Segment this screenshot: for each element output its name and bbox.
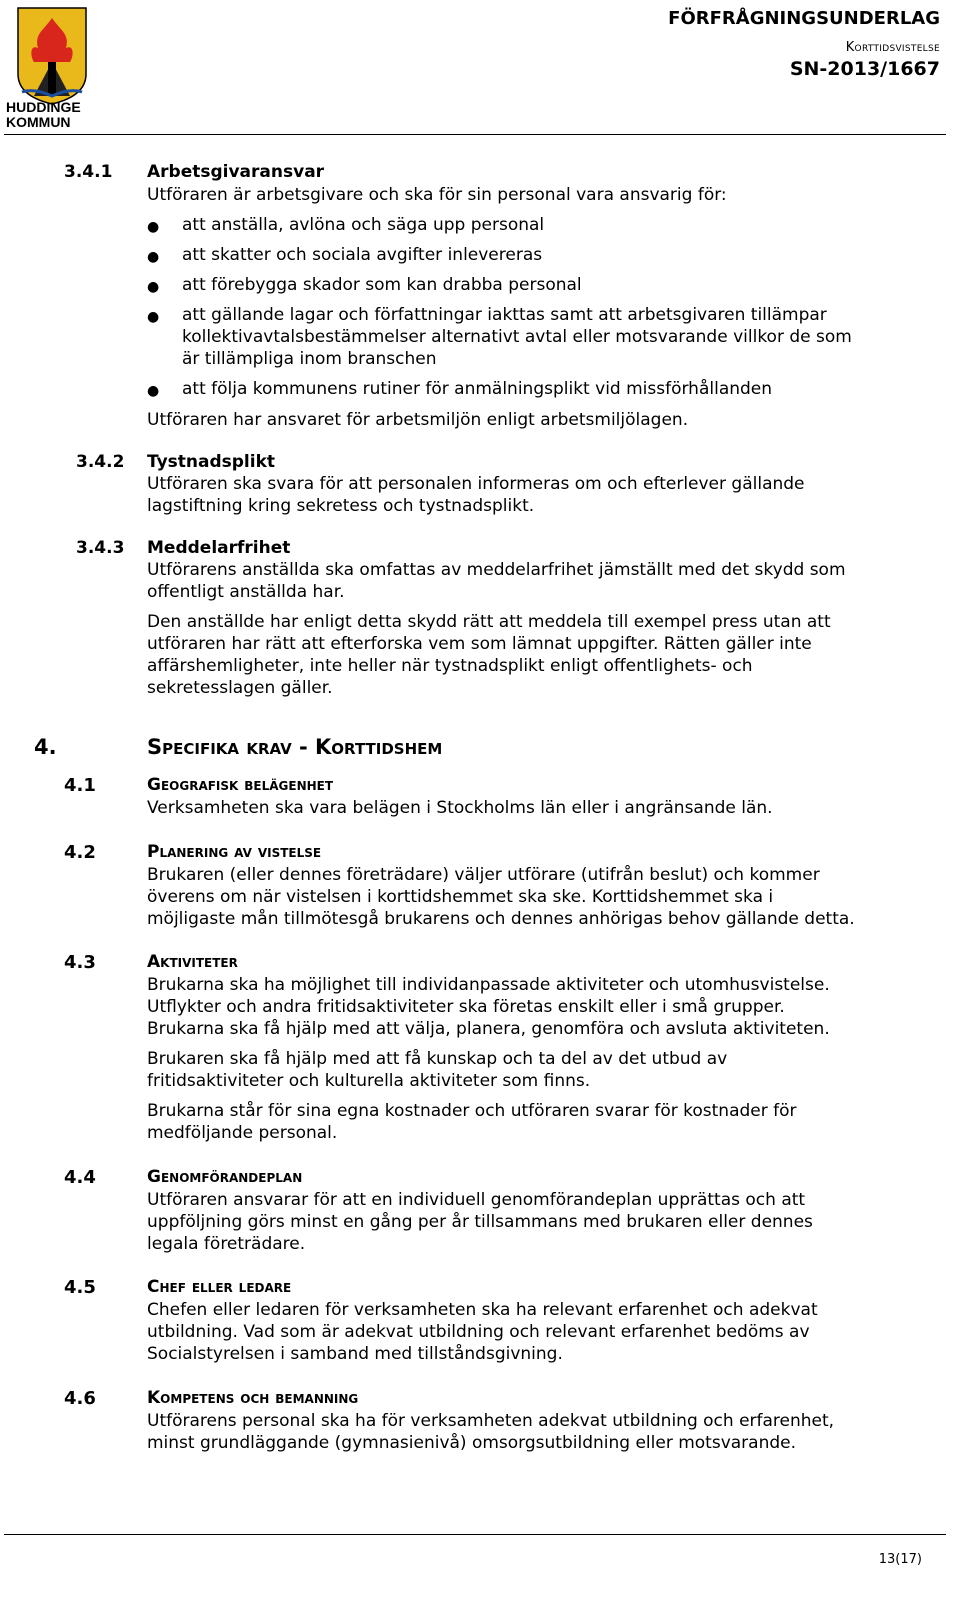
list-item: att gällande lagar och författningar iakttas samt att arbetsgivaren tillämpar [182, 305, 827, 325]
paragraph-line: Socialstyrelsen i samband med tillståndsgivning. [147, 1344, 563, 1364]
section-number: 4.6 [64, 1388, 96, 1409]
list-item: att skatter och sociala avgifter inlevereras [182, 245, 543, 265]
paragraph-line: Brukaren (eller dennes företrädare) väljer utförare (utifrån beslut) och kommer [147, 865, 820, 885]
logo-line-1: HUDDINGE [6, 99, 81, 115]
list-item: att anställa, avlöna och säga upp personal [182, 215, 545, 235]
list-item-continued: är tillämpliga inom branschen [182, 349, 437, 369]
paragraph: Utföraren har ansvaret för arbetsmiljön enligt arbetsmiljölagen. [147, 410, 689, 430]
section-number: 4.3 [64, 952, 96, 973]
section-number: 4.1 [64, 775, 96, 796]
paragraph: Utföraren är arbetsgivare och ska för sin personal vara ansvarig för: [147, 185, 727, 205]
chapter-number: 4. [34, 735, 57, 759]
document-subtitle: Korttidsvistelse [845, 40, 940, 55]
paragraph-line: Utföraren ska svara för att personalen informeras om och efterlever gällande [147, 474, 805, 494]
section-title: Planering av vistelse [147, 842, 322, 862]
bullet-dot: ● [147, 219, 160, 235]
paragraph-line: medföljande personal. [147, 1123, 338, 1143]
list-item: att förebygga skador som kan drabba personal [182, 275, 582, 295]
paragraph-line: Brukarna står för sina egna kostnader och utföraren svarar för kostnader för [147, 1101, 797, 1121]
section-title: Chef eller ledare [147, 1277, 292, 1297]
paragraph-line: överens om när vistelsen i korttidshemmet ska ske. Korttidshemmet ska i [147, 887, 774, 907]
paragraph-line: utföraren har rätt att efterforska vem som lämnat uppgifter. Rätten gäller inte [147, 634, 812, 654]
paragraph-line: Brukarna ska ha möjlighet till individanpassade aktiviteter och utomhusvistelse. [147, 975, 830, 995]
section-title: Tystnadsplikt [147, 452, 276, 472]
bullet-dot: ● [147, 279, 160, 295]
paragraph-line: Brukaren ska få hjälp med att få kunskap och ta del av det utbud av [147, 1049, 728, 1069]
section-title: Genomförandeplan [147, 1167, 303, 1187]
paragraph-line: legala företrädare. [147, 1234, 306, 1254]
section-title: Aktiviteter [147, 952, 238, 972]
paragraph-line: uppföljning görs minst en gång per år tillsammans med brukaren eller dennes [147, 1212, 813, 1232]
paragraph-line: Utflykter och andra fritidsaktiviteter ska företas enskilt eller i små grupper. [147, 997, 785, 1017]
paragraph-line: minst grundläggande (gymnasienivå) omsorgsutbildning eller motsvarande. [147, 1433, 797, 1453]
paragraph-line: Chefen eller ledaren för verksamheten ska ha relevant erfarenhet och adekvat [147, 1300, 818, 1320]
paragraph-line: Utförarens personal ska ha för verksamheten adekvat utbildning och erfarenhet, [147, 1411, 835, 1431]
paragraph-line: Utförarens anställda ska omfattas av meddelarfrihet jämställt med det skydd som [147, 560, 846, 580]
bullet-dot: ● [147, 249, 160, 265]
chapter-title: Specifika krav - Korttidshem [147, 735, 443, 759]
document-type: FÖRFRÅGNINGSUNDERLAG [668, 8, 940, 29]
footer-divider [4, 1534, 946, 1535]
paragraph-line: fritidsaktiviteter och kulturella aktiviteter som finns. [147, 1071, 591, 1091]
section-number: 4.2 [64, 842, 96, 863]
header-divider [4, 134, 946, 135]
paragraph-line: lagstiftning kring sekretess och tystnadsplikt. [147, 496, 535, 516]
logo-line-2: KOMMUN [6, 114, 71, 130]
section-number: 3.4.1 [64, 162, 113, 182]
section-title: Kompetens och bemanning [147, 1388, 359, 1408]
paragraph-line: utbildning. Vad som är adekvat utbildning och relevant erfarenhet bedöms av [147, 1322, 810, 1342]
section-number: 4.5 [64, 1277, 96, 1298]
page-number: 13(17) [878, 1552, 922, 1567]
section-title: Arbetsgivaransvar [147, 162, 325, 182]
section-number: 4.4 [64, 1167, 96, 1188]
paragraph-line: Brukarna ska få hjälp med att välja, planera, genomföra och avsluta aktiviteten. [147, 1019, 830, 1039]
paragraph-line: Den anställde har enligt detta skydd rätt att meddela till exempel press utan att [147, 612, 831, 632]
paragraph-line: Verksamheten ska vara belägen i Stockholms län eller i angränsande län. [147, 798, 773, 818]
paragraph-line: sekretesslagen gäller. [147, 678, 333, 698]
paragraph-line: Utföraren ansvarar för att en individuell genomförandeplan upprättas och att [147, 1190, 806, 1210]
section-number: 3.4.3 [76, 538, 125, 558]
list-item: att följa kommunens rutiner för anmälningsplikt vid missförhållanden [182, 379, 773, 399]
logo-text [6, 100, 96, 130]
bullet-dot: ● [147, 383, 160, 399]
bullet-dot: ● [147, 309, 160, 325]
section-number: 3.4.2 [76, 452, 125, 472]
list-item-continued: kollektivavtalsbestämmelser alternativt avtal eller motsvarande villkor de som [182, 327, 852, 347]
paragraph-line: möjligaste mån tillmötesgå brukarens och dennes anhörigas behov gällande detta. [147, 909, 855, 929]
paragraph-line: affärshemligheter, inte heller när tystnadsplikt enligt offentlighets- och [147, 656, 753, 676]
section-title: Geografisk belägenhet [147, 775, 334, 795]
paragraph-line: offentligt anställda har. [147, 582, 345, 602]
section-title: Meddelarfrihet [147, 538, 291, 558]
document-number: SN-2013/1667 [789, 58, 940, 80]
